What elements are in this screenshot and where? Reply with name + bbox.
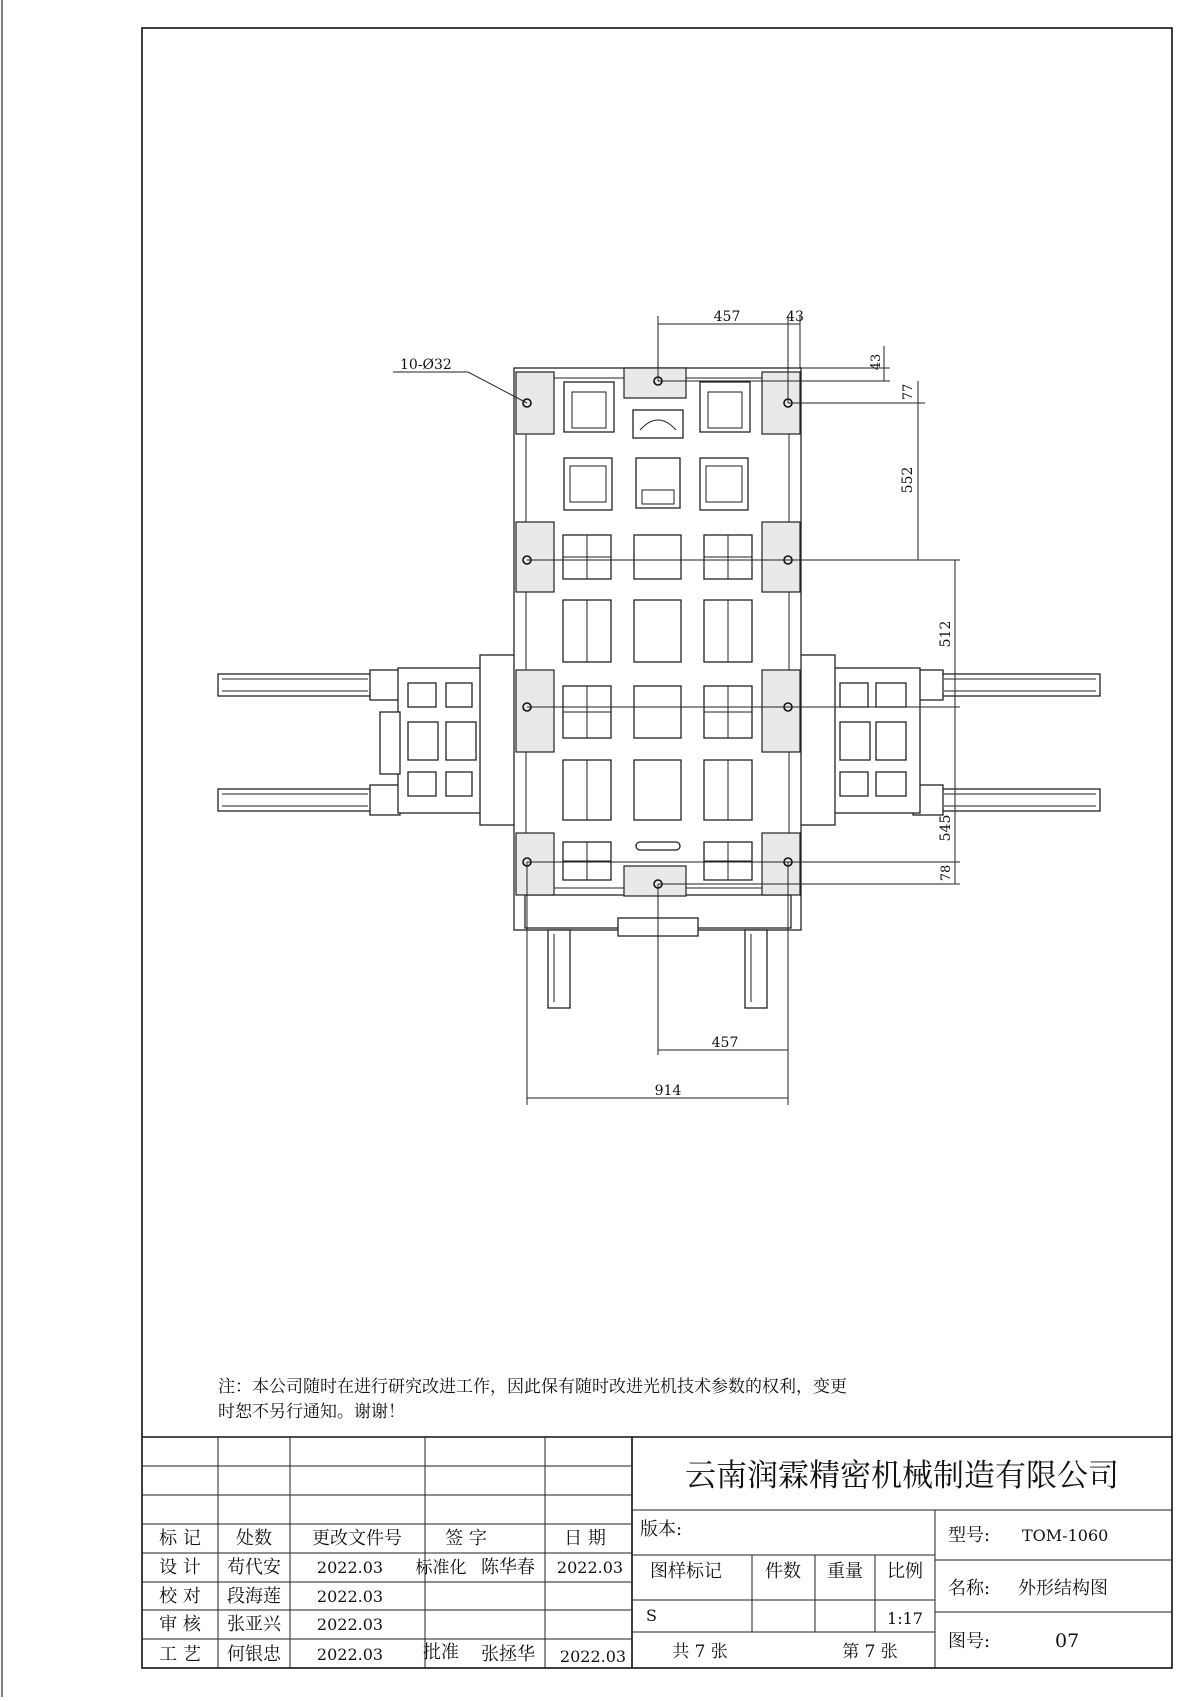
dim-bottom-457: 457	[711, 1035, 739, 1051]
dim-right-78: 78	[939, 864, 954, 882]
dim-right-552: 552	[900, 466, 916, 494]
role-check: 校 对	[159, 1586, 201, 1607]
model-value: TOM-1060	[1022, 1526, 1109, 1545]
drawing-no-label: 图号:	[948, 1631, 991, 1652]
approve-label: 批准	[423, 1642, 459, 1663]
role-review: 审 核	[159, 1614, 201, 1635]
model-label: 型号:	[948, 1525, 991, 1546]
dim-top-457: 457	[713, 309, 741, 325]
dim-bottom-914: 914	[654, 1083, 682, 1099]
name-review: 张亚兴	[227, 1614, 281, 1635]
role-design: 设 计	[159, 1557, 201, 1578]
header-mark: 标 记	[159, 1528, 201, 1549]
date-process: 2022.03	[316, 1645, 384, 1664]
total-sheets: 共 7 张	[672, 1642, 728, 1662]
note-line-2: 时恕不另行通知。谢谢！	[218, 1402, 405, 1422]
company-name: 云南润霖精密机械制造有限公司	[685, 1458, 1119, 1494]
dim-right-512: 512	[938, 620, 954, 648]
standard-name: 陈华春	[481, 1557, 535, 1578]
name-value: 外形结构图	[1018, 1578, 1108, 1599]
drawing-no-value: 07	[1055, 1630, 1080, 1652]
date-check: 2022.03	[316, 1587, 384, 1606]
hole-callout: 10-Ø32	[400, 357, 452, 373]
approve-name: 张拯华	[481, 1644, 535, 1665]
dim-right-545: 545	[938, 814, 954, 842]
note-line-1: 注：本公司随时在进行研究改进工作，因此保有随时改进光机技术参数的权利，变更	[218, 1377, 847, 1397]
header-doc: 更改文件号	[312, 1528, 402, 1549]
weight-label: 重量	[827, 1561, 863, 1582]
sample-mark-label: 图样标记	[650, 1561, 722, 1582]
header-count: 处数	[236, 1528, 272, 1549]
sheet-number: 第 7 张	[842, 1642, 898, 1662]
role-process: 工 艺	[159, 1644, 201, 1665]
date-review: 2022.03	[316, 1615, 384, 1634]
date-design: 2022.03	[316, 1558, 384, 1577]
header-date: 日 期	[564, 1528, 606, 1549]
name-process: 何银忠	[227, 1644, 281, 1665]
sample-mark-value: S	[646, 1606, 657, 1625]
machine-outline	[218, 368, 1100, 1008]
approve-date: 2022.03	[559, 1647, 627, 1666]
dim-right-77: 77	[901, 383, 916, 401]
standard-date: 2022.03	[556, 1558, 624, 1577]
pieces-label: 件数	[765, 1561, 801, 1582]
header-sign: 签 字	[445, 1528, 487, 1549]
scale-value: 1:17	[887, 1609, 923, 1628]
name-label: 名称:	[948, 1578, 991, 1599]
version-label: 版本:	[640, 1519, 683, 1540]
name-design: 苟代安	[227, 1557, 281, 1578]
dim-right-43: 43	[869, 353, 884, 371]
name-check: 段海莲	[227, 1586, 281, 1607]
standard-label: 标准化	[415, 1558, 467, 1578]
dim-top-43: 43	[786, 309, 804, 325]
scale-label: 比例	[887, 1561, 923, 1582]
